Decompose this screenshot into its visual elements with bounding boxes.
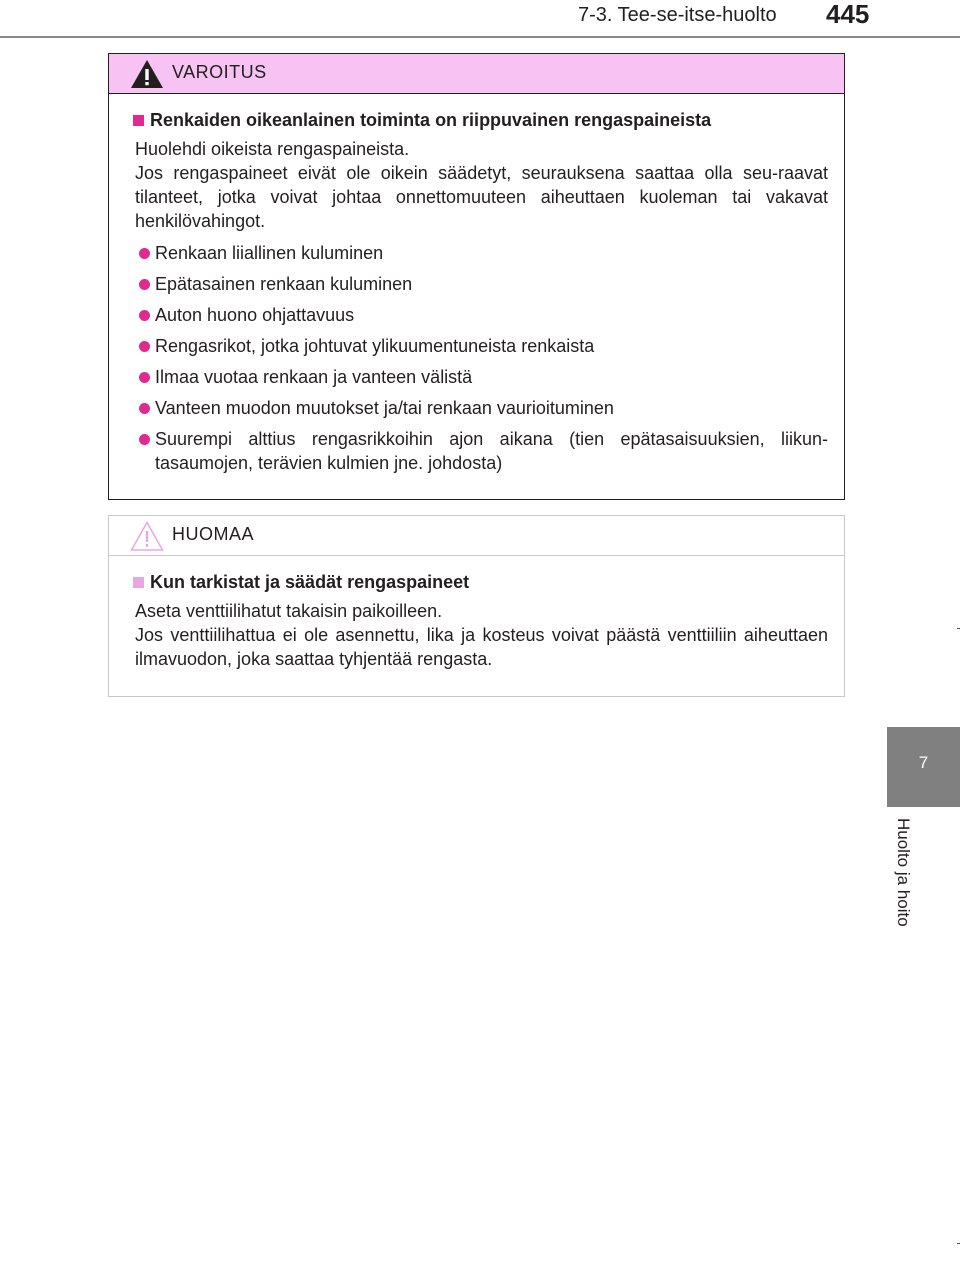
warning-intro: Huolehdi oikeista rengaspaineista. — [135, 139, 410, 159]
list-item — [133, 396, 828, 420]
square-bullet-icon — [133, 115, 144, 126]
chapter-tab — [887, 727, 960, 807]
dot-bullet-icon — [139, 372, 150, 383]
warning-triangle-icon — [129, 58, 165, 90]
chapter-number: 7 — [918, 753, 929, 772]
list-item — [133, 241, 828, 265]
list-item-text: Epätasainen renkaan kuluminen — [155, 274, 413, 294]
page-number: 445 — [826, 0, 870, 29]
warning-header — [109, 54, 844, 94]
notice-header — [109, 516, 844, 556]
warning-body — [109, 94, 844, 475]
warning-heading: VAROITUS — [172, 62, 267, 82]
dot-bullet-icon — [139, 248, 150, 259]
list-item — [133, 303, 828, 327]
dot-bullet-icon — [139, 310, 150, 321]
dot-bullet-icon — [139, 434, 150, 445]
list-item-text: Rengasrikot, jotka johtuvat ylikuumentuneista renkaista — [155, 336, 595, 356]
notice-section-title — [133, 572, 828, 593]
notice-heading: HUOMAA — [172, 524, 255, 544]
list-item-text: Ilmaa vuotaa renkaan ja vanteen välistä — [155, 367, 473, 387]
caution-triangle-icon — [129, 520, 165, 552]
list-item — [133, 272, 828, 296]
notice-body — [109, 556, 844, 671]
warning-paragraph: Jos rengaspaineet eivät ole oikein säädetyt, seurauksena saattaa olla seu-raavat tilanteet, jotka voivat johtaa onnettomuuteen aiheuttaen kuoleman tai vakavat henkilövahingot. — [135, 163, 828, 231]
notice-intro: Aseta venttiilihatut takaisin paikoilleen. — [135, 601, 443, 621]
notice-title-text: Kun tarkistat ja säädät rengaspaineet — [150, 572, 470, 592]
chapter-title: Huolto ja hoito — [894, 818, 913, 927]
list-item — [133, 334, 828, 358]
dot-bullet-icon — [139, 403, 150, 414]
dot-bullet-icon — [139, 279, 150, 290]
warning-title-text: Renkaiden oikeanlainen toiminta on riippuvainen rengaspaineista — [150, 110, 712, 130]
dot-bullet-icon — [139, 341, 150, 352]
list-item-text: Vanteen muodon muutokset ja/tai renkaan vaurioituminen — [155, 398, 614, 418]
list-item-text: Suurempi alttius rengasrikkoihin ajon aikana (tien epätasaisuuksien, liikun-tasaumojen, terävien kulmien jne. johdosta) — [155, 429, 828, 473]
warning-bullet-list — [133, 241, 828, 475]
notice-paragraph: Jos venttiilihattua ei ole asennettu, lika ja kosteus voivat päästä venttiiliin aiheuttaen ilmavuodon, joka saattaa tyhjentää rengasta. — [135, 625, 828, 669]
list-item-text: Auton huono ohjattavuus — [155, 305, 355, 325]
warning-box — [108, 53, 845, 500]
header-divider — [0, 36, 960, 38]
list-item — [133, 365, 828, 389]
section-title: 7-3. Tee-se-itse-huolto — [578, 4, 777, 26]
notice-box — [108, 515, 845, 697]
list-item — [133, 427, 828, 475]
warning-section-title — [133, 110, 828, 131]
square-bullet-icon — [133, 577, 144, 588]
list-item-text: Renkaan liiallinen kuluminen — [155, 243, 384, 263]
